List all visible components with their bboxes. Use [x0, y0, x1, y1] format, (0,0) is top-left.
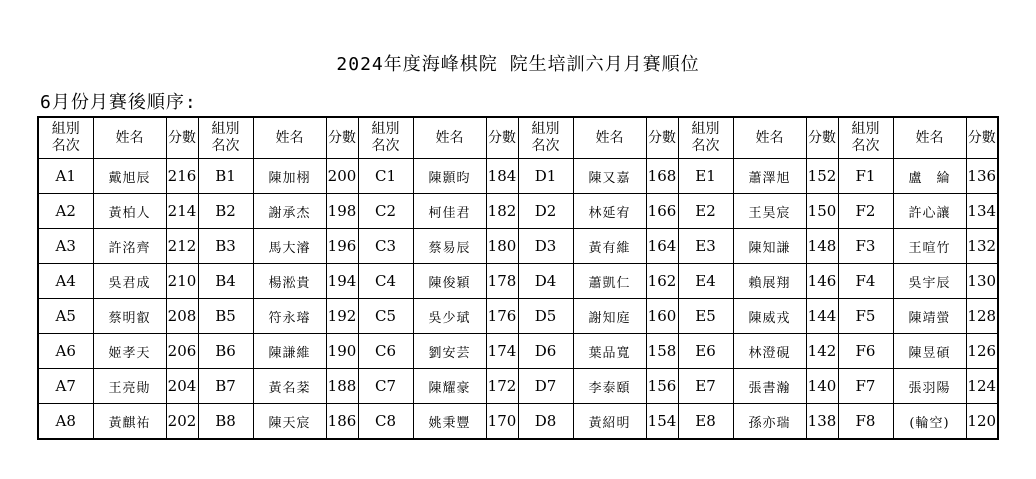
player-name-cell: 王喧竹 — [893, 229, 966, 264]
score-cell: 174 — [486, 334, 518, 369]
header-group-rank — [518, 117, 573, 159]
score-cell: 144 — [806, 299, 838, 334]
player-name-cell: 謝知庭 — [573, 299, 646, 334]
player-name-cell: 陳又嘉 — [573, 159, 646, 194]
page-title: 2024年度海峰棋院 院生培訓六月月賽順位 — [336, 54, 700, 75]
rank-code-cell: A7 — [38, 369, 93, 404]
score-cell: 194 — [326, 264, 358, 299]
header-name: 姓名 — [573, 117, 646, 159]
score-cell: 206 — [166, 334, 198, 369]
header-rank-label: 名次 — [51, 138, 80, 154]
score-cell: 210 — [166, 264, 198, 299]
rank-code-cell: C2 — [358, 194, 413, 229]
rank-code-cell: D2 — [518, 194, 573, 229]
player-name-cell: 陳俊穎 — [413, 264, 486, 299]
rank-code-cell: E3 — [678, 229, 733, 264]
score-cell: 164 — [646, 229, 678, 264]
header-name: 姓名 — [93, 117, 166, 159]
table-row — [38, 229, 998, 264]
rank-code-cell: D8 — [518, 404, 573, 440]
score-cell: 154 — [646, 404, 678, 440]
rank-code-cell: B3 — [198, 229, 253, 264]
player-name-cell: 黃柏人 — [93, 194, 166, 229]
rank-code-cell: A6 — [38, 334, 93, 369]
header-group-rank — [678, 117, 733, 159]
player-name-cell: 張羽陽 — [893, 369, 966, 404]
player-name-cell: 王昊宸 — [733, 194, 806, 229]
header-name: 姓名 — [413, 117, 486, 159]
score-cell: 152 — [806, 159, 838, 194]
player-name-cell: 孫亦瑞 — [733, 404, 806, 440]
rank-code-cell: C6 — [358, 334, 413, 369]
score-cell: 198 — [326, 194, 358, 229]
rank-code-cell: C4 — [358, 264, 413, 299]
player-name-cell: 黃麒祐 — [93, 404, 166, 440]
rank-code-cell: D7 — [518, 369, 573, 404]
header-rank-label: 名次 — [211, 138, 240, 154]
table-header-row — [38, 117, 998, 159]
score-cell: 166 — [646, 194, 678, 229]
rank-code-cell: B1 — [198, 159, 253, 194]
header-group-label: 組別 — [371, 121, 400, 137]
header-score: 分數 — [326, 117, 358, 159]
header-group-label: 組別 — [691, 121, 720, 137]
header-rank-label: 名次 — [371, 138, 400, 154]
rank-code-cell: C1 — [358, 159, 413, 194]
header-group-label: 組別 — [51, 121, 80, 137]
score-cell: 190 — [326, 334, 358, 369]
header-name: 姓名 — [893, 117, 966, 159]
score-cell: 172 — [486, 369, 518, 404]
table-row — [38, 159, 998, 194]
player-name-cell: 柯佳君 — [413, 194, 486, 229]
header-rank-label: 名次 — [531, 138, 560, 154]
rank-code-cell: F7 — [838, 369, 893, 404]
rank-code-cell: A2 — [38, 194, 93, 229]
player-name-cell: 蕭澤旭 — [733, 159, 806, 194]
player-name-cell: 姬孝天 — [93, 334, 166, 369]
score-cell: 202 — [166, 404, 198, 440]
score-cell: 196 — [326, 229, 358, 264]
rank-code-cell: D1 — [518, 159, 573, 194]
score-cell: 184 — [486, 159, 518, 194]
score-cell: 186 — [326, 404, 358, 440]
player-name-cell: 吳少珷 — [413, 299, 486, 334]
rank-code-cell: F4 — [838, 264, 893, 299]
rank-code-cell: A3 — [38, 229, 93, 264]
score-cell: 142 — [806, 334, 838, 369]
rank-code-cell: F8 — [838, 404, 893, 440]
header-score: 分數 — [646, 117, 678, 159]
player-name-cell: 賴展翔 — [733, 264, 806, 299]
player-name-cell: 蔡明叡 — [93, 299, 166, 334]
header-score: 分數 — [806, 117, 838, 159]
section-subtitle: 6月份月賽後順序: — [40, 92, 197, 113]
score-cell: 212 — [166, 229, 198, 264]
player-name-cell: 許心讓 — [893, 194, 966, 229]
player-name-cell: 林澄硯 — [733, 334, 806, 369]
table-row — [38, 194, 998, 229]
player-name-cell: 盧 綸 — [893, 159, 966, 194]
player-name-cell: 陳顥昀 — [413, 159, 486, 194]
score-cell: 188 — [326, 369, 358, 404]
table-body — [38, 159, 998, 440]
score-cell: 170 — [486, 404, 518, 440]
rank-code-cell: F6 — [838, 334, 893, 369]
player-name-cell: 馬大濬 — [253, 229, 326, 264]
score-cell: 168 — [646, 159, 678, 194]
player-name-cell: 黃紹明 — [573, 404, 646, 440]
score-cell: 158 — [646, 334, 678, 369]
player-name-cell: 陳耀豪 — [413, 369, 486, 404]
rank-code-cell: A8 — [38, 404, 93, 440]
score-cell: 150 — [806, 194, 838, 229]
score-cell: 128 — [966, 299, 998, 334]
header-group-rank — [38, 117, 93, 159]
score-cell: 130 — [966, 264, 998, 299]
player-name-cell: 陳加栩 — [253, 159, 326, 194]
score-cell: 140 — [806, 369, 838, 404]
rank-code-cell: B6 — [198, 334, 253, 369]
rank-code-cell: A5 — [38, 299, 93, 334]
player-name-cell: 李泰頤 — [573, 369, 646, 404]
player-name-cell: (輪空) — [893, 404, 966, 440]
score-cell: 132 — [966, 229, 998, 264]
player-name-cell: 戴旭辰 — [93, 159, 166, 194]
player-name-cell: 陳昱碩 — [893, 334, 966, 369]
header-score: 分數 — [166, 117, 198, 159]
player-name-cell: 林延宥 — [573, 194, 646, 229]
rank-code-cell: B4 — [198, 264, 253, 299]
rank-code-cell: D6 — [518, 334, 573, 369]
score-cell: 160 — [646, 299, 678, 334]
ranking-table — [37, 116, 999, 440]
score-cell: 120 — [966, 404, 998, 440]
score-cell: 162 — [646, 264, 678, 299]
score-cell: 148 — [806, 229, 838, 264]
header-score: 分數 — [486, 117, 518, 159]
rank-code-cell: E4 — [678, 264, 733, 299]
rank-code-cell: E7 — [678, 369, 733, 404]
rank-code-cell: E1 — [678, 159, 733, 194]
score-cell: 216 — [166, 159, 198, 194]
score-cell: 180 — [486, 229, 518, 264]
player-name-cell: 蔡易辰 — [413, 229, 486, 264]
rank-code-cell: D5 — [518, 299, 573, 334]
rank-code-cell: E6 — [678, 334, 733, 369]
score-cell: 214 — [166, 194, 198, 229]
header-group-rank — [198, 117, 253, 159]
player-name-cell: 吳君成 — [93, 264, 166, 299]
table-row — [38, 299, 998, 334]
table-row — [38, 334, 998, 369]
rank-code-cell: E2 — [678, 194, 733, 229]
player-name-cell: 陳威戎 — [733, 299, 806, 334]
header-rank-label: 名次 — [691, 138, 720, 154]
score-cell: 136 — [966, 159, 998, 194]
rank-code-cell: F5 — [838, 299, 893, 334]
rank-code-cell: B8 — [198, 404, 253, 440]
rank-code-cell: F2 — [838, 194, 893, 229]
score-cell: 124 — [966, 369, 998, 404]
rank-code-cell: D3 — [518, 229, 573, 264]
player-name-cell: 姚秉豐 — [413, 404, 486, 440]
header-rank-label: 名次 — [851, 138, 880, 154]
player-name-cell: 葉品寬 — [573, 334, 646, 369]
player-name-cell: 楊淞貴 — [253, 264, 326, 299]
rank-code-cell: C5 — [358, 299, 413, 334]
player-name-cell: 陳靖螢 — [893, 299, 966, 334]
rank-code-cell: B2 — [198, 194, 253, 229]
player-name-cell: 黃有維 — [573, 229, 646, 264]
score-cell: 126 — [966, 334, 998, 369]
table-row — [38, 369, 998, 404]
table-row — [38, 264, 998, 299]
score-cell: 208 — [166, 299, 198, 334]
player-name-cell: 陳謙維 — [253, 334, 326, 369]
player-name-cell: 張書瀚 — [733, 369, 806, 404]
rank-code-cell: C7 — [358, 369, 413, 404]
player-name-cell: 蕭凱仁 — [573, 264, 646, 299]
header-name: 姓名 — [733, 117, 806, 159]
score-cell: 200 — [326, 159, 358, 194]
player-name-cell: 吳宇辰 — [893, 264, 966, 299]
rank-code-cell: F1 — [838, 159, 893, 194]
player-name-cell: 謝承杰 — [253, 194, 326, 229]
header-group-rank — [358, 117, 413, 159]
score-cell: 134 — [966, 194, 998, 229]
rank-code-cell: D4 — [518, 264, 573, 299]
player-name-cell: 劉安芸 — [413, 334, 486, 369]
header-group-label: 組別 — [851, 121, 880, 137]
header-group-rank — [838, 117, 893, 159]
header-group-label: 組別 — [531, 121, 560, 137]
player-name-cell: 陳知謙 — [733, 229, 806, 264]
player-name-cell: 王亮勛 — [93, 369, 166, 404]
rank-code-cell: E5 — [678, 299, 733, 334]
player-name-cell: 陳天宸 — [253, 404, 326, 440]
player-name-cell: 黃名棻 — [253, 369, 326, 404]
score-cell: 204 — [166, 369, 198, 404]
rank-code-cell: E8 — [678, 404, 733, 440]
rank-code-cell: C8 — [358, 404, 413, 440]
rank-code-cell: B7 — [198, 369, 253, 404]
player-name-cell: 符永璿 — [253, 299, 326, 334]
rank-code-cell: F3 — [838, 229, 893, 264]
score-cell: 178 — [486, 264, 518, 299]
header-name: 姓名 — [253, 117, 326, 159]
score-cell: 176 — [486, 299, 518, 334]
table-row — [38, 404, 998, 440]
rank-code-cell: C3 — [358, 229, 413, 264]
score-cell: 156 — [646, 369, 678, 404]
rank-code-cell: B5 — [198, 299, 253, 334]
header-group-label: 組別 — [211, 121, 240, 137]
rank-code-cell: A4 — [38, 264, 93, 299]
player-name-cell: 許洺齊 — [93, 229, 166, 264]
header-score: 分數 — [966, 117, 998, 159]
score-cell: 192 — [326, 299, 358, 334]
score-cell: 182 — [486, 194, 518, 229]
score-cell: 138 — [806, 404, 838, 440]
score-cell: 146 — [806, 264, 838, 299]
rank-code-cell: A1 — [38, 159, 93, 194]
